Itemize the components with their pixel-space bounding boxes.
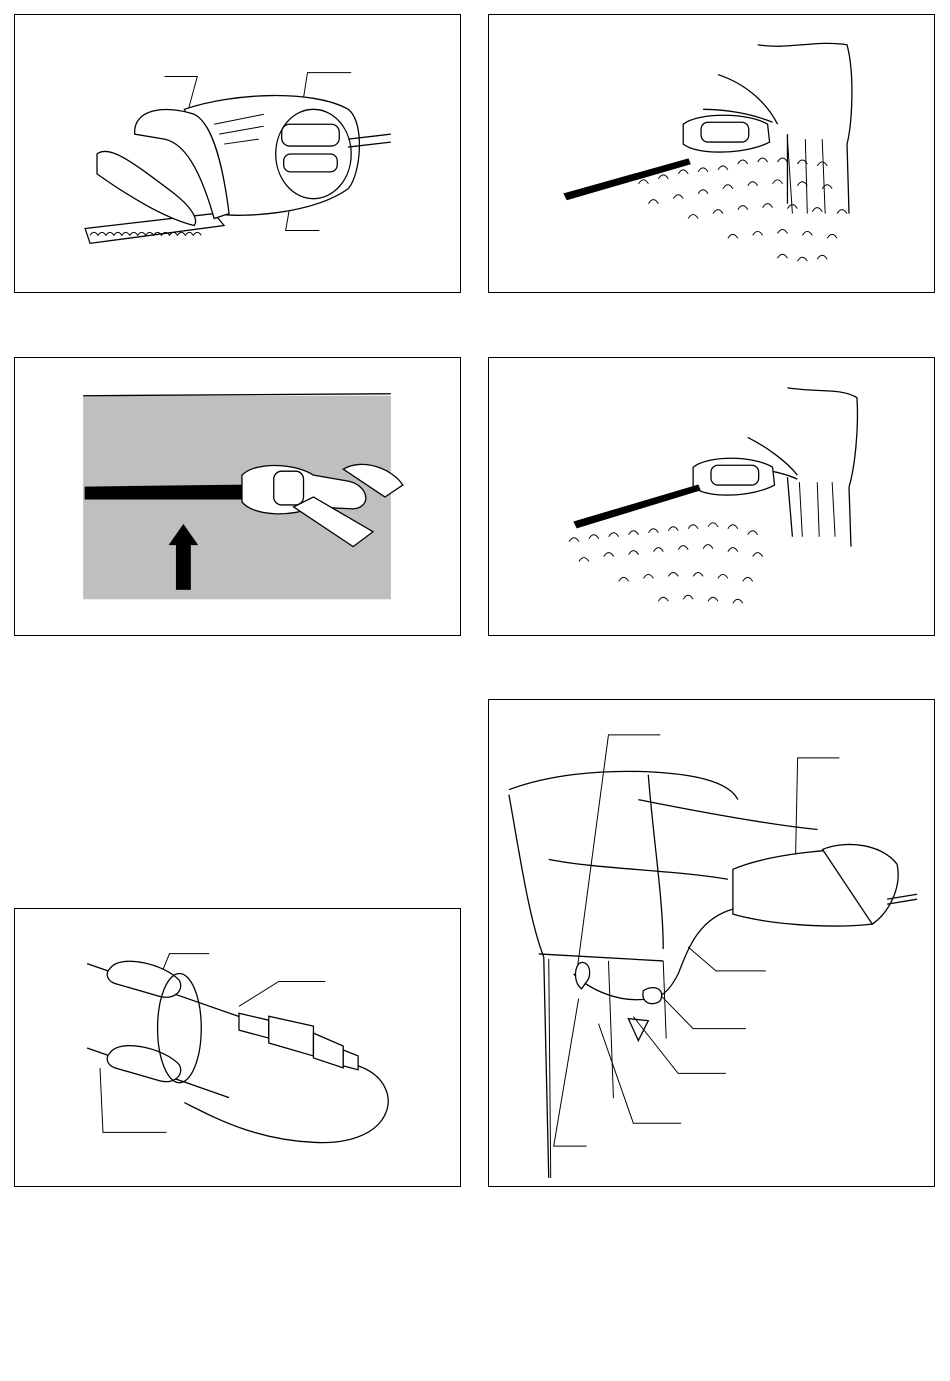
figure-trim-side <box>488 14 935 293</box>
handle-guard-illustration <box>15 15 460 292</box>
figure-cord-hook <box>14 908 461 1187</box>
figure-trim-upward <box>14 357 461 636</box>
figure-trim-top <box>488 357 935 636</box>
cord-hook-illustration <box>15 909 460 1186</box>
leader-line-7 <box>554 999 587 1146</box>
hedge-foliage <box>639 158 847 261</box>
figure-cord-belt <box>488 699 935 1187</box>
leader-line-cord <box>239 981 325 1006</box>
leader-line-5 <box>633 1017 726 1074</box>
trim-side-illustration <box>489 15 934 292</box>
leader-line-hook <box>163 954 210 971</box>
trim-top-illustration <box>489 358 934 635</box>
leader-line-3 <box>688 947 766 971</box>
figure-handle-guard <box>14 14 461 293</box>
leader-line-2 <box>796 758 840 855</box>
trim-upward-illustration <box>15 358 460 635</box>
cord-belt-illustration <box>489 700 934 1186</box>
hedge-foliage <box>569 523 763 603</box>
leader-line-4 <box>656 991 746 1029</box>
